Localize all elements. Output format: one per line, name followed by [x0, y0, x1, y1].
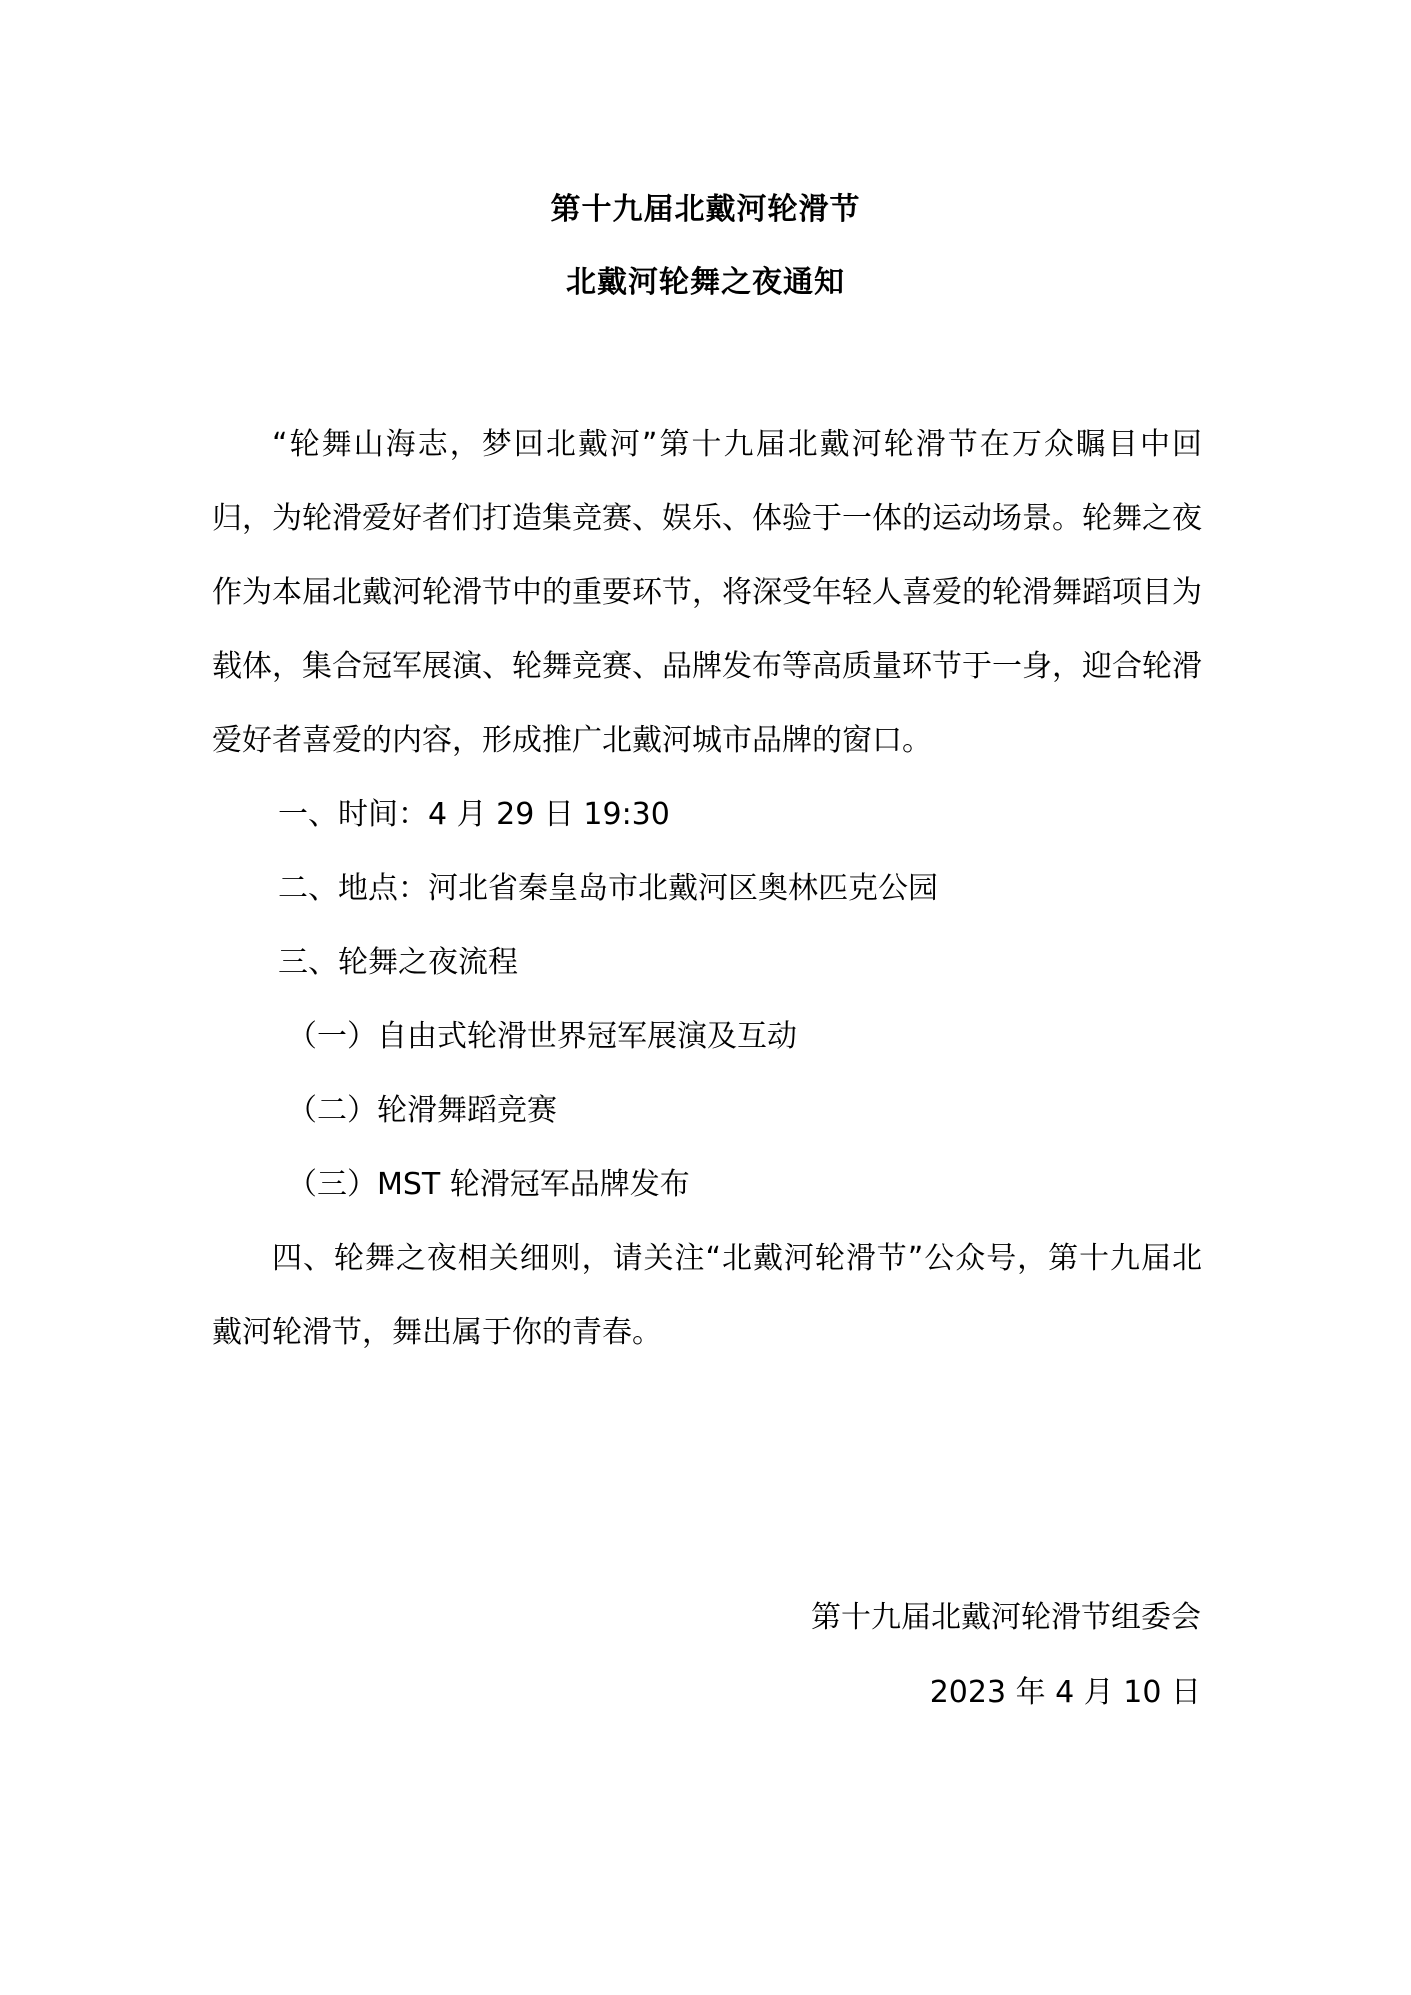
intro-paragraph: “轮舞山海志，梦回北戴河”第十九届北戴河轮滑节在万众瞩目中回归，为轮滑爱好者们打造集竞赛、娱乐、体验于一体的运动场景。轮舞之夜作为本届北戴河轮滑节中的重要环节，将深受年轻人喜爱的轮滑舞蹈项目为载体，集合冠军展演、轮舞竞赛、品牌发布等高质量环节于一身，迎合轮滑爱好者喜爱的内容，形成推广北戴河城市品牌的窗口。	[212, 427, 1202, 758]
sub-item-1: （一）自由式轮滑世界冠军展演及互动	[287, 1019, 797, 1054]
item-time: 一、时间：4 月 29 日 19:30	[278, 797, 670, 832]
document-body	[212, 408, 1202, 1370]
sub-item-2: （二）轮滑舞蹈竞赛	[287, 1093, 557, 1128]
document-title-line2: 北戴河轮舞之夜通知	[566, 265, 845, 300]
closing-paragraph: 四、轮舞之夜相关细则，请关注“北戴河轮滑节”公众号，第十九届北戴河轮滑节，舞出属于你的青春。	[212, 1241, 1202, 1350]
document-title-line1: 第十九届北戴河轮滑节	[550, 192, 861, 227]
sub-item-3: （三）MST 轮滑冠军品牌发布	[287, 1167, 690, 1202]
item-location: 二、地点：河北省秦皇岛市北戴河区奥林匹克公园	[278, 871, 938, 906]
signature-date: 2023 年 4 月 10 日	[929, 1675, 1201, 1710]
signature-organizer: 第十九届北戴河轮滑节组委会	[811, 1600, 1201, 1635]
item-program: 三、轮舞之夜流程	[278, 945, 518, 980]
